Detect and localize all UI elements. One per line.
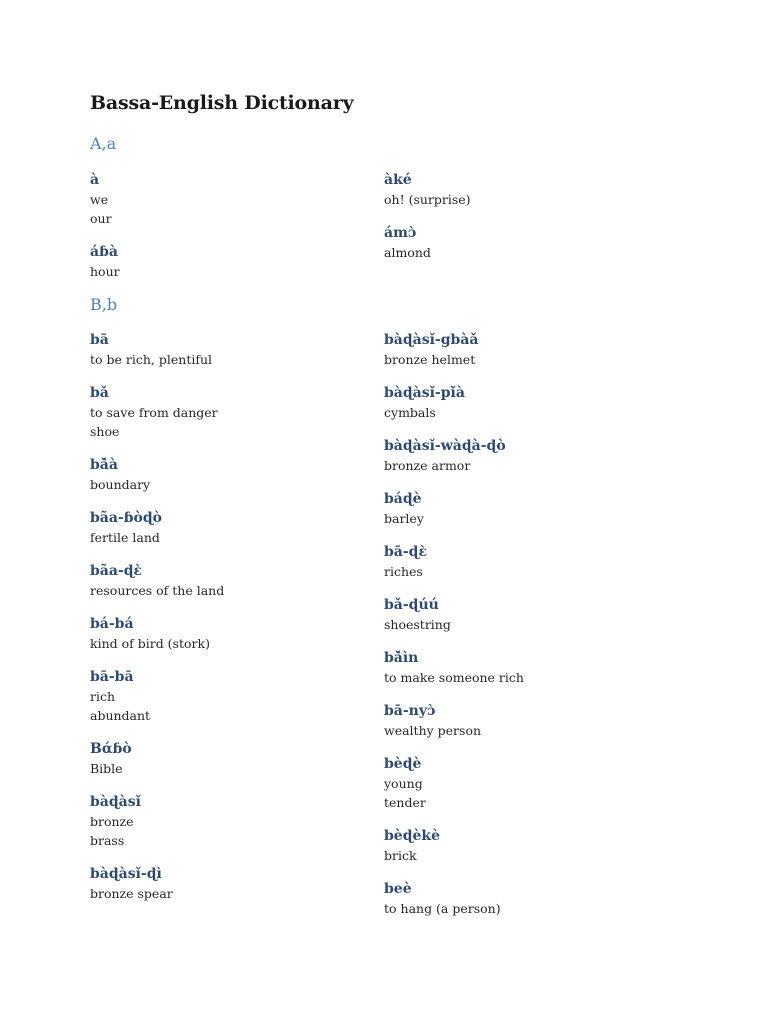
dictionary-entry <box>384 436 674 475</box>
entry-definition: to save from danger <box>90 405 218 420</box>
entry-definition: rich <box>90 689 116 704</box>
entry-headword: bàɖàsǐ-wàɖà-ɖò <box>384 438 506 454</box>
dictionary-entry <box>90 792 380 850</box>
entry-definition: fertile land <box>90 530 160 545</box>
entry-headword: bàɖàsǐ-ɖì <box>90 866 162 882</box>
entry-headword: bǎ <box>90 385 109 401</box>
entry-headword: bèɖè <box>384 756 422 772</box>
dictionary-entry <box>384 330 674 369</box>
entry-headword: bā-nyɔ̀ <box>384 703 436 719</box>
entry-headword: bā-ɖɛ̀ <box>384 544 427 560</box>
entry-headword: bãa-ɓòɖò <box>90 510 162 526</box>
entry-definition: shoestring <box>384 617 451 632</box>
entry-definition: bronze spear <box>90 886 173 901</box>
dictionary-entry <box>90 383 380 441</box>
page-title: Bassa-English Dictionary <box>90 92 354 114</box>
dictionary-entry <box>90 242 380 281</box>
entry-definition: to make someone rich <box>384 670 524 685</box>
entry-definition: brass <box>90 833 125 848</box>
entry-definition: bronze <box>90 814 134 829</box>
entry-definition: bronze helmet <box>384 352 476 367</box>
entry-definition: our <box>90 211 112 226</box>
entry-definition: wealthy person <box>384 723 482 738</box>
dictionary-entry <box>384 648 674 687</box>
entry-definition: boundary <box>90 477 151 492</box>
dictionary-entry <box>384 879 674 918</box>
entry-definition: we <box>90 192 109 207</box>
entry-headword: à <box>90 172 100 188</box>
dictionary-entry <box>384 489 674 528</box>
entry-headword: Bάɓò <box>90 741 132 757</box>
dictionary-entry <box>90 614 380 653</box>
dictionary-entry <box>384 170 674 209</box>
entry-definition: young <box>384 776 423 791</box>
dictionary-entry <box>90 739 380 778</box>
entry-headword: bàɖàsǐ-pǐ̀à <box>384 385 465 401</box>
entry-headword: báɖè <box>384 491 422 507</box>
entry-headword: bãa-ɖɛ̀ <box>90 563 143 579</box>
entry-definition: Bible <box>90 761 123 776</box>
section-heading-a: A,a <box>90 134 117 153</box>
entry-definition: hour <box>90 264 120 279</box>
entry-headword: bā-bā <box>90 669 134 685</box>
dictionary-entry <box>90 864 380 903</box>
dictionary-entry <box>384 595 674 634</box>
dictionary-entry <box>90 667 380 725</box>
entry-definition: riches <box>384 564 423 579</box>
entry-headword: bǎ-ɖúú <box>384 597 439 613</box>
entry-headword: áɓà <box>90 244 118 260</box>
entry-definition: to be rich, plentiful <box>90 352 213 367</box>
entry-headword: bèɖèkè <box>384 828 440 844</box>
dictionary-entry <box>90 170 380 228</box>
dictionary-entry <box>384 223 674 262</box>
section-heading-b: B,b <box>90 295 118 314</box>
entry-headword: àké <box>384 172 412 188</box>
dictionary-entry <box>90 508 380 547</box>
entry-headword: beè <box>384 881 412 897</box>
entry-definition: abundant <box>90 708 151 723</box>
dictionary-entry <box>384 383 674 422</box>
entry-definition: barley <box>384 511 424 526</box>
dictionary-entry <box>90 455 380 494</box>
entry-definition: oh! (surprise) <box>384 192 471 207</box>
entry-headword: bǎ̀ìn <box>384 650 419 666</box>
entry-definition: to hang (a person) <box>384 901 501 916</box>
dictionary-entry <box>90 330 380 369</box>
entry-definition: kind of bird (stork) <box>90 636 210 651</box>
dictionary-entry <box>384 701 674 740</box>
entry-definition: tender <box>384 795 426 810</box>
entry-definition: brick <box>384 848 417 863</box>
dictionary-entry <box>384 826 674 865</box>
entry-headword: bǎ̀à <box>90 457 118 473</box>
entry-headword: bàɖàsǐ-gbàǎ <box>384 332 479 348</box>
entry-headword: bá-bá <box>90 616 134 632</box>
entry-definition: shoe <box>90 424 120 439</box>
entry-headword: bā <box>90 332 109 348</box>
dictionary-entry <box>384 754 674 812</box>
dictionary-entry <box>384 542 674 581</box>
entry-headword: bàɖàsǐ <box>90 794 141 810</box>
entry-definition: almond <box>384 245 431 260</box>
dictionary-entry <box>90 561 380 600</box>
entry-definition: cymbals <box>384 405 436 420</box>
entry-definition: resources of the land <box>90 583 225 598</box>
entry-headword: ámɔ̀ <box>384 225 417 241</box>
entry-definition: bronze armor <box>384 458 471 473</box>
